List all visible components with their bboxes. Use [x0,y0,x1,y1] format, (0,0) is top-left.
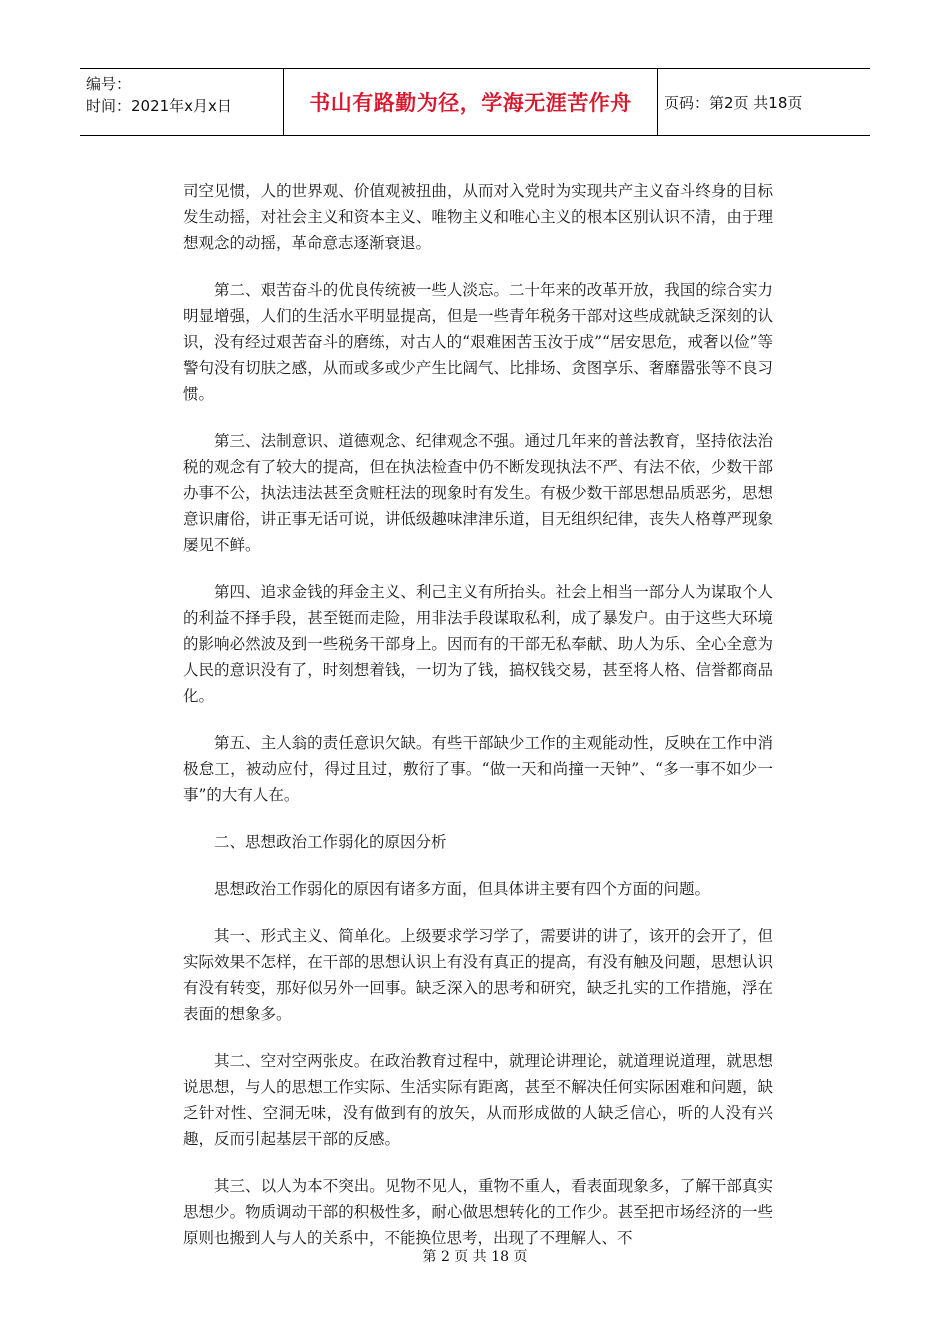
paragraph: 第三、法制意识、道德观念、纪律观念不强。通过几年来的普法教育，坚持依法治税的观念有了较大的提高，但在执法检查中仍不断发现执法不严、有法不依，少数干部办事不公，执法违法甚至贪赃枉法的现象时有发生。有极少数干部思想品质恶劣，思想意识庸俗，讲正事无话可说，讲低级趣味津津乐道，目无组织纪律，丧失人格尊严现象屡见不鲜。 [183,432,773,554]
header-meta [80,69,284,135]
document-date: 时间：2021年x月x日 [86,97,232,115]
header-page-info: 页码：第2页 共18页 [664,93,803,112]
document-body [183,178,773,1272]
section-heading: 二、思想政治工作弱化的原因分析 [214,833,447,851]
paragraph: 其二、空对空两张皮。在政治教育过程中，就理论讲理论，就道理说道理，就思想说思想，与人的思想工作实际、生活实际有距离，甚至不解决任何实际困难和问题，缺乏针对性、空洞无味，没有做到有的放矢，从而形成做的人缺乏信心，听的人没有兴趣，反而引起基层干部的反感。 [183,1052,773,1148]
page-footer: 第 2 页 共 18 页 [422,1249,528,1265]
document-number-label: 编号： [86,75,132,93]
paragraph: 第五、主人翁的责任意识欠缺。有些干部缺少工作的主观能动性，反映在工作中消极怠工，被动应付，得过且过，敷衍了事。“做一天和尚撞一天钟”、“多一事不如少一事”的大有人在。 [183,734,773,804]
paragraph: 司空见惯，人的世界观、价值观被扭曲，从而对入党时为实现共产主义奋斗终身的目标发生动摇，对社会主义和资本主义、唯物主义和唯心主义的根本区别认识不清，由于理想观念的动摇，革命意志逐渐衰退。 [183,182,773,252]
header-motto: 书山有路勤为径，学海无涯苦作舟 [284,69,658,135]
paragraph: 第四、追求金钱的拜金主义、利己主义有所抬头。社会上相当一部分人为谋取个人的利益不择手段，甚至铤而走险，用非法手段谋取私利，成了暴发户。由于这些大环境的影响必然波及到一些税务干部身上。因而有的干部无私奉献、助人为乐、全心全意为人民的意识没有了，时刻想着钱，一切为了钱，搞权钱交易，甚至将人格、信誉都商品化。 [183,583,773,705]
paragraph: 思想政治工作弱化的原因有诸多方面，但具体讲主要有四个方面的问题。 [214,880,711,898]
paragraph: 其三、以人为本不突出。见物不见人，重物不重人，看表面现象多，了解干部真实思想少。物质调动干部的积极性多，耐心做思想转化的工作少。甚至把市场经济的一些原则也搬到人与人的关系中，不能换位思考，出现了不理解人、不 [183,1177,773,1247]
paragraph: 其一、形式主义、简单化。上级要求学习学了，需要讲的讲了，该开的会开了，但实际效果不怎样，在干部的思想认识上有没有真正的提高，有没有触及问题，思想认识有没有转变，那好似另外一回事。缺乏深入的思考和研究，缺乏扎实的工作措施，浮在表面的想象多。 [183,927,773,1023]
paragraph: 第二、艰苦奋斗的优良传统被一些人淡忘。二十年来的改革开放，我国的综合实力明显增强，人们的生活水平明显提高，但是一些青年税务干部对这些成就缺乏深刻的认识，没有经过艰苦奋斗的磨练，对古人的“艰难困苦玉汝于成”“居安思危，戒奢以俭”等警句没有切肤之感，从而或多或少产生比阔气、比排场、贪图享乐、奢靡嚣张等不良习惯。 [183,281,773,403]
page-header [80,68,870,136]
